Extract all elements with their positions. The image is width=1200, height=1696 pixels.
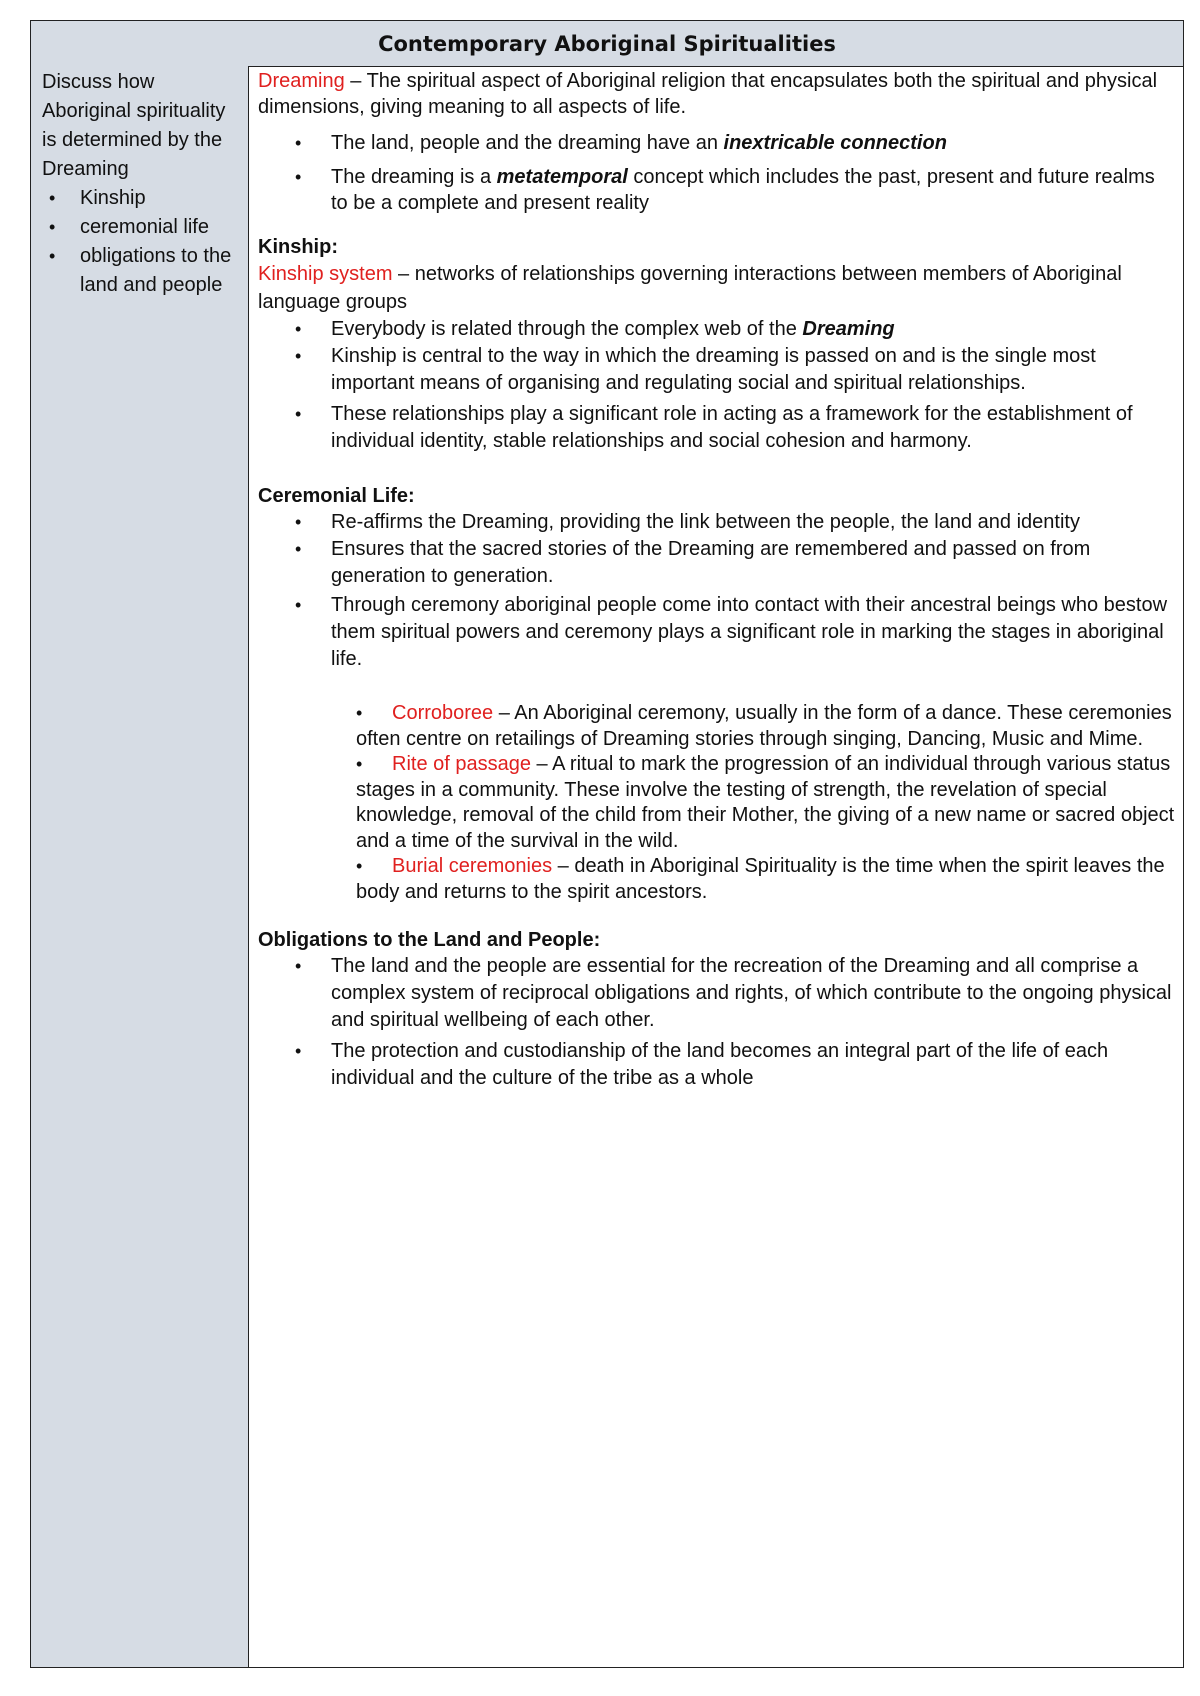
- kinship-definition: Kinship system – networks of relationships governing interactions between members of Aboriginal language groups: [258, 263, 1122, 313]
- ceremony-types: [258, 701, 1175, 905]
- term-dreaming: Dreaming: [258, 70, 345, 92]
- list-item: • The land and the people are essential for the recreation of the Dreaming and all comprise a complex system of reciprocal obligations and rights, of which contribute to the ongoing physical and spiritual wellbeing of each other.: [331, 953, 1175, 1034]
- dreaming-definition: Dreaming – The spiritual aspect of Aboriginal religion that encapsulates both the spiritual and physical dimensions, giving meaning to all aspects of life.: [258, 70, 1158, 118]
- list-item: • Everybody is related through the complex web of the Dreaming: [331, 316, 1175, 343]
- syllabus-intro: Discuss how Aboriginal spirituality is determined by the Dreaming: [42, 71, 226, 180]
- ceremonial-heading: Ceremonial Life:: [258, 485, 415, 507]
- ceremony-burial: • Burial ceremonies – death in Aboriginal Spirituality is the time when the spirit leaves the body and returns to the spirit ancestors.: [356, 854, 1175, 905]
- ceremony-rite-of-passage: • Rite of passage – A ritual to mark the progression of an individual through various status stages in a community. These involve the testing of strength, the revelation of special knowledge, removal of the child from their Mother, the giving of a new name or sacred object and a time of the survival in the wild.: [356, 752, 1175, 854]
- syllabus-item: • obligations to the land and people: [80, 242, 238, 300]
- syllabus-column: [31, 66, 249, 1667]
- list-item: • The protection and custodianship of the land becomes an integral part of the life of each individual and the culture of the tribe as a whole: [331, 1038, 1175, 1092]
- table-body: [31, 66, 1183, 1667]
- list-item: • These relationships play a significant role in acting as a framework for the establishment of individual identity, stable relationships and social cohesion and harmony.: [331, 401, 1175, 455]
- list-item: • Re-affirms the Dreaming, providing the link between the people, the land and identity: [331, 509, 1175, 536]
- kinship-heading: Kinship:: [258, 236, 338, 258]
- term-kinship-system: Kinship system: [258, 263, 393, 285]
- kinship-list: [258, 316, 1175, 455]
- list-item: • Through ceremony aboriginal people come into contact with their ancestral beings who bestow them spiritual powers and ceremony plays a significant role in marking the stages in aboriginal life.: [331, 592, 1175, 673]
- ceremony-corroboree: • Corroboree – An Aboriginal ceremony, usually in the form of a dance. These ceremonies often centre on retailings of Dreaming stories through singing, Dancing, Music and Mime.: [356, 701, 1175, 752]
- list-item: • Kinship is central to the way in which the dreaming is passed on and is the single most important means of organising and regulating social and spiritual relationships.: [331, 343, 1175, 397]
- obligations-heading: Obligations to the Land and People:: [258, 929, 601, 951]
- notes-column: [249, 66, 1183, 1667]
- list-item: • The land, people and the dreaming have an inextricable connection: [331, 130, 1175, 156]
- ceremonial-list: [258, 509, 1175, 673]
- syllabus-list: [42, 184, 238, 300]
- table-title: Contemporary Aboriginal Spiritualities: [31, 21, 1183, 67]
- list-item: • The dreaming is a metatemporal concept which includes the past, present and future realms to be a complete and present reality: [331, 164, 1175, 216]
- obligations-list: [258, 953, 1175, 1092]
- syllabus-item: • Kinship: [80, 184, 238, 213]
- dreaming-list: [258, 130, 1175, 216]
- syllabus-item: • ceremonial life: [80, 213, 238, 242]
- content-table: [30, 20, 1184, 1668]
- list-item: • Ensures that the sacred stories of the Dreaming are remembered and passed on from generation to generation.: [331, 536, 1175, 590]
